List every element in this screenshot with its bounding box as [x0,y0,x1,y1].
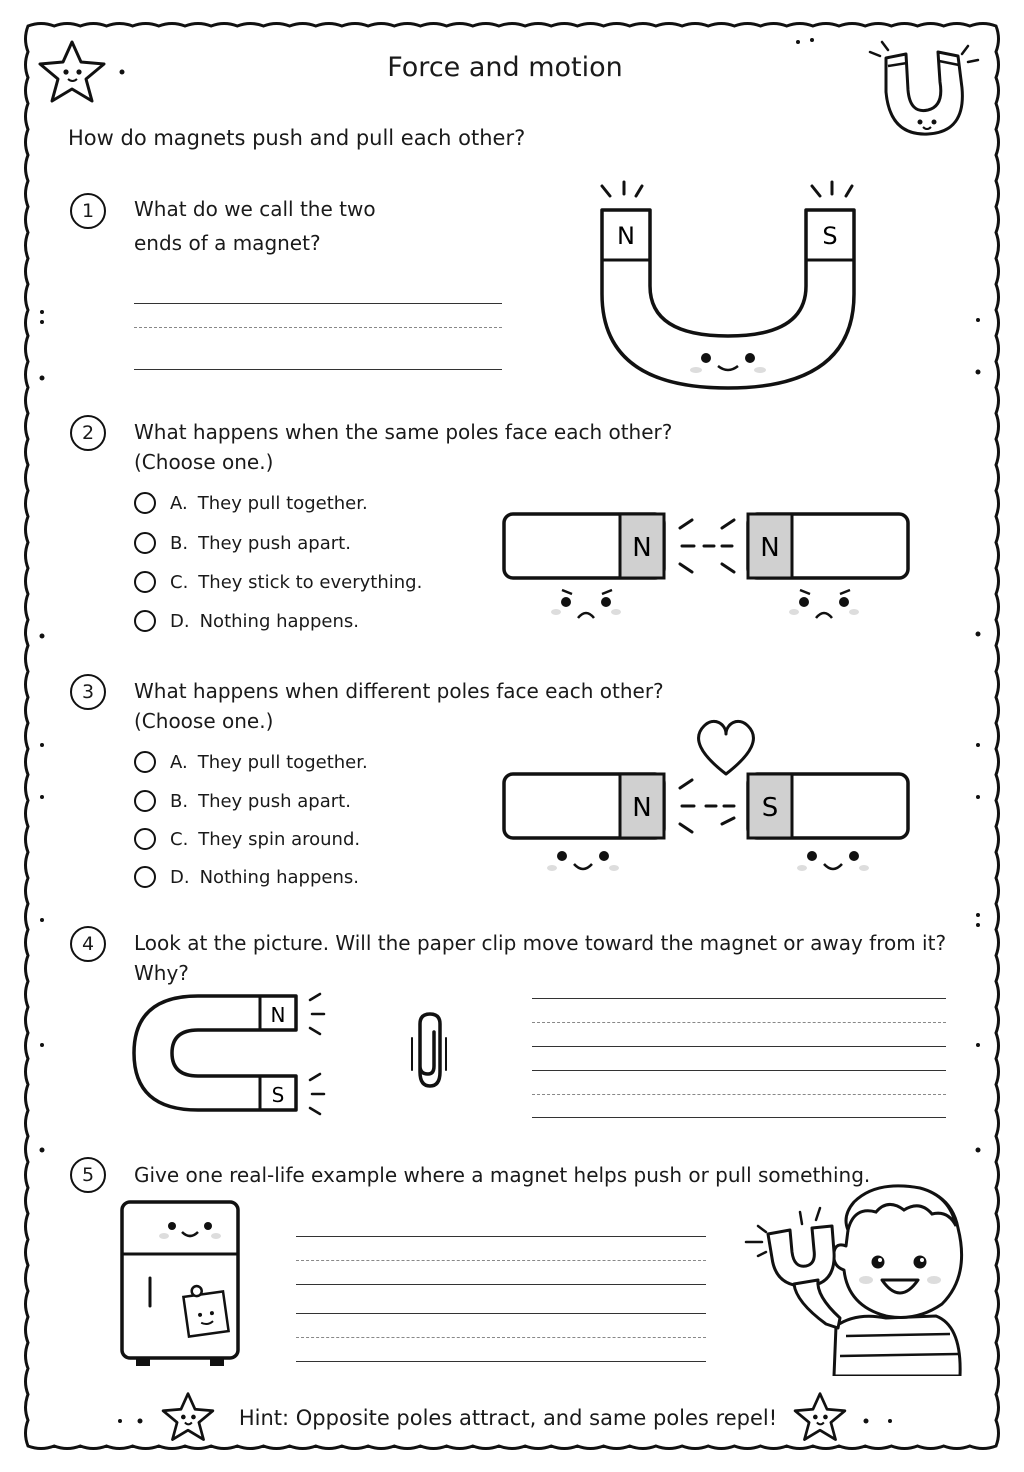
question-2-number: 2 [70,415,106,451]
question-2-option-d[interactable] [134,610,359,632]
question-2-option-b[interactable] [134,532,351,554]
answer-line[interactable] [134,369,502,370]
question-4-line-2: Why? [134,961,189,985]
radio-button[interactable] [134,866,156,888]
option-letter: A. [170,492,188,514]
option-text: Nothing happens. [199,866,359,888]
radio-button[interactable] [134,571,156,593]
answer-line[interactable] [134,303,502,304]
option-text: Nothing happens. [199,610,359,632]
answer-line[interactable] [532,1117,946,1118]
question-1-text [134,194,376,258]
fridge-icon [114,1196,246,1372]
option-letter: C. [170,571,189,593]
intro-question: How do magnets push and pull each other? [68,126,526,150]
north-pole-label: N [270,1003,286,1027]
question-5-text: Give one real-life example where a magnet helps push or pull something. [134,1163,871,1187]
radio-button[interactable] [134,610,156,632]
question-2-option-c[interactable] [134,571,422,593]
option-text: They stick to everything. [198,571,423,593]
same-poles-repel-illustration [500,506,916,626]
option-text: They pull together. [197,751,368,773]
question-4-number: 4 [70,926,106,962]
option-letter: D. [170,866,190,888]
question-2-line-1: What happens when the same poles face each other? [134,420,673,444]
answer-line[interactable] [532,998,946,999]
question-3-number: 3 [70,674,106,710]
horseshoe-magnet-icon [858,32,988,142]
option-letter: D. [170,610,190,632]
radio-button[interactable] [134,532,156,554]
question-3-option-c[interactable] [134,828,360,850]
option-letter: C. [170,828,189,850]
radio-button[interactable] [134,492,156,514]
question-2-option-a[interactable] [134,492,368,514]
option-letter: A. [170,751,188,773]
north-pole-label: N [617,222,635,250]
question-3-option-b[interactable] [134,790,351,812]
page-title: Force and motion [387,52,623,83]
answer-line[interactable] [532,1070,946,1071]
answer-guide-line [296,1337,706,1338]
radio-button[interactable] [134,828,156,850]
question-4-line-1: Look at the picture. Will the paper clip move toward the magnet or away from it? [134,931,947,955]
option-letter: B. [170,790,189,812]
north-pole-label: N [760,533,780,563]
answer-guide-line [532,1094,946,1095]
answer-line[interactable] [532,1046,946,1047]
south-pole-label: S [761,793,779,823]
south-pole-label: S [822,222,838,250]
option-letter: B. [170,532,189,554]
question-1-line-1: What do we call the two [134,197,376,221]
question-5-number: 5 [70,1157,106,1193]
answer-line[interactable] [296,1313,706,1314]
hint-text: Hint: Opposite poles attract, and same poles repel! [238,1406,778,1430]
north-pole-label: N [632,793,652,823]
answer-guide-line [296,1260,706,1261]
boy-with-magnet-icon [736,1176,972,1376]
magnet-and-arrows-illustration [128,990,338,1120]
option-text: They pull together. [197,492,368,514]
question-2-text [134,417,672,477]
question-1-line-2: ends of a magnet? [134,231,321,255]
north-pole-label: N [632,533,652,563]
radio-button[interactable] [134,790,156,812]
question-2-line-2: (Choose one.) [134,450,274,474]
paper-clip-icon [406,1010,450,1092]
option-text: They push apart. [198,790,351,812]
heart-icon [699,721,754,774]
answer-line[interactable] [296,1284,706,1285]
question-4-text [134,928,946,988]
question-3-option-a[interactable] [134,751,368,773]
answer-guide-line [532,1022,946,1023]
option-text: They push apart. [198,532,351,554]
answer-line[interactable] [296,1361,706,1362]
answer-guide-line [134,327,502,328]
answer-line[interactable] [296,1236,706,1237]
question-3-option-d[interactable] [134,866,359,888]
question-3-line-1: What happens when different poles face each other? [134,679,664,703]
question-3-line-2: (Choose one.) [134,709,274,733]
horseshoe-magnet-illustration [590,176,870,396]
radio-button[interactable] [134,751,156,773]
question-1-number: 1 [70,193,106,229]
south-pole-label: S [271,1083,285,1107]
option-text: They spin around. [198,828,361,850]
opposite-poles-attract-illustration [500,714,916,886]
